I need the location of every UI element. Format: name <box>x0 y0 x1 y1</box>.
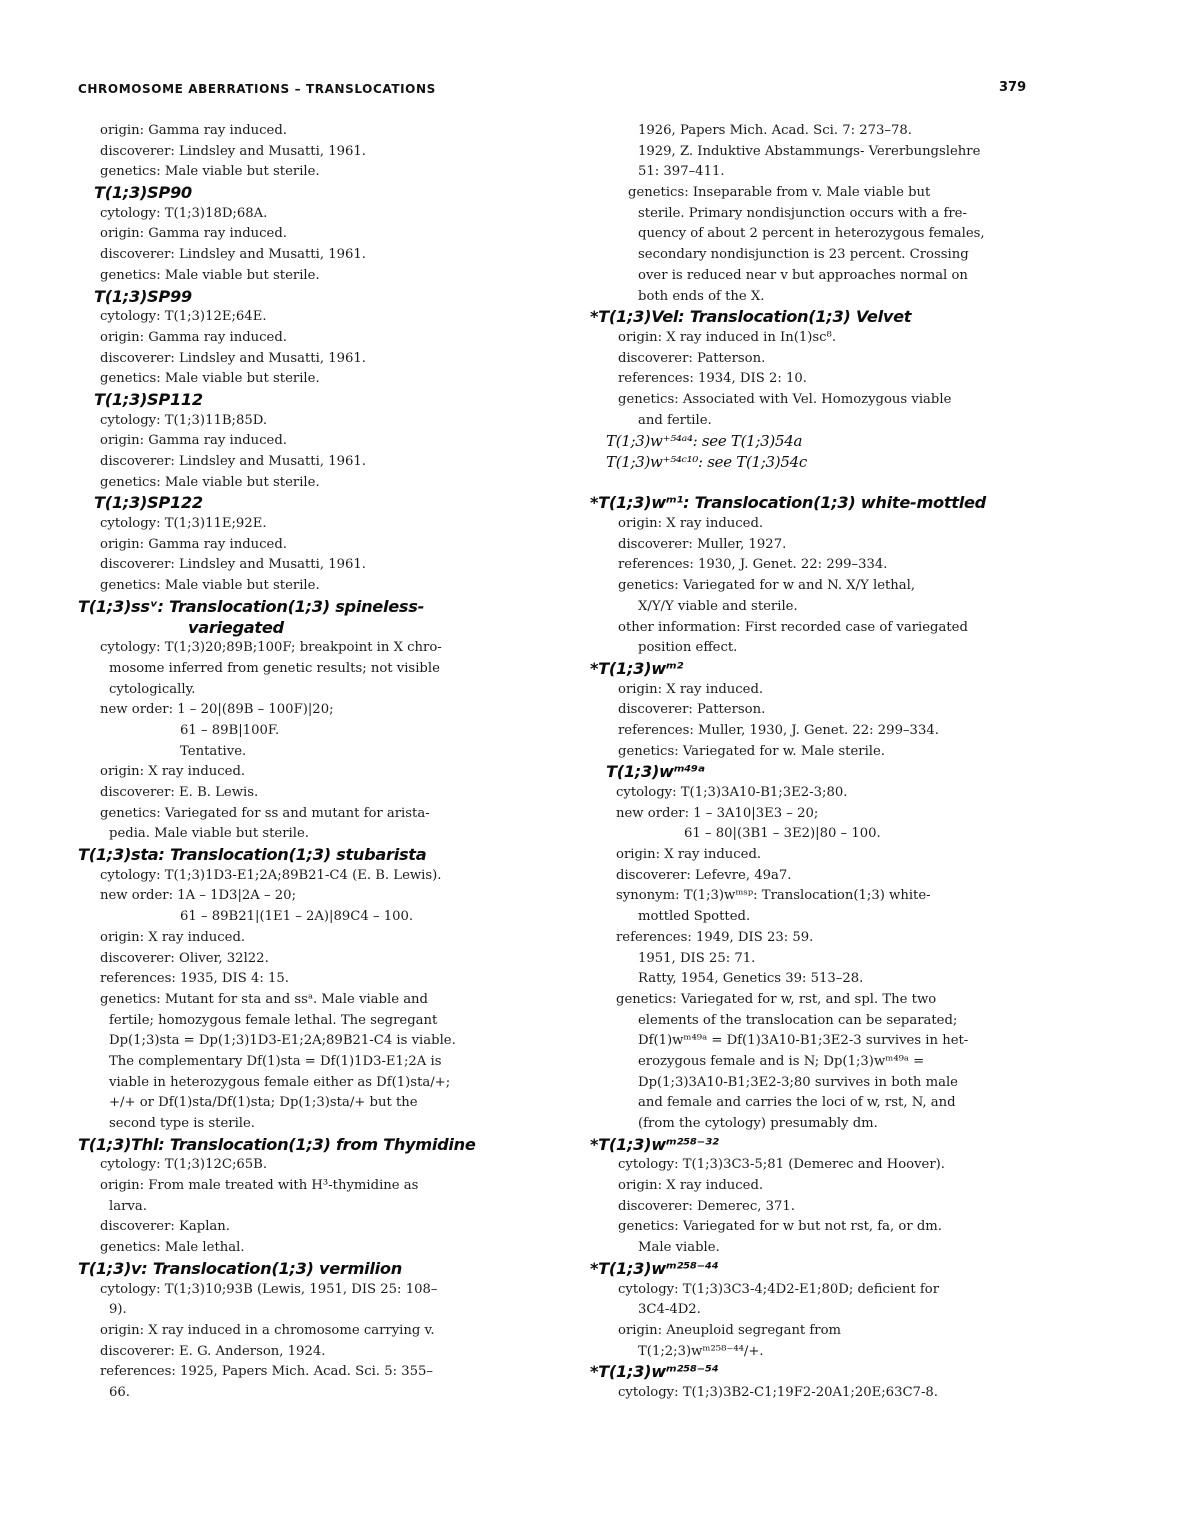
text-line: mottled Spotted. <box>638 909 751 925</box>
text-line: cytology: T(1;3)10;93B (Lewis, 1951, DIS 25: 108– <box>100 1281 438 1297</box>
text-line: new order: 1 – 3A10|3E3 – 20; <box>616 805 819 821</box>
text-line: 61 – 89B|100F. <box>180 722 280 738</box>
text-line: pedia. Male viable but sterile. <box>109 826 309 842</box>
text-line: cytology: T(1;3)1D3-E1;2A;89B21-C4 (E. B. Lewis). <box>100 867 442 883</box>
text-line: new order: 1 – 20|(89B – 100F)|20; <box>100 702 334 718</box>
text-line: origin: From male treated with H³-thymidine as <box>100 1178 419 1194</box>
text-line: genetics: Variegated for w and N. X/Y lethal, <box>618 578 916 594</box>
text-line: discoverer: Muller, 1927. <box>618 536 787 552</box>
running-head: CHROMOSOME ABERRATIONS – TRANSLOCATIONS <box>78 82 436 96</box>
text-line: fertile; homozygous female lethal. The segregant <box>109 1012 438 1028</box>
entry-heading: variegated <box>188 617 284 637</box>
text-line: cytology: T(1;3)11B;85D. <box>100 412 268 428</box>
entry-heading: *T(1;3)wᵐ²⁵⁸⁻³² <box>590 1134 719 1154</box>
text-line: new order: 1A – 1D3|2A – 20; <box>100 888 297 904</box>
text-line: genetics: Male viable but sterile. <box>100 164 320 180</box>
text-line: discoverer: Lindsley and Musatti, 1961. <box>100 557 366 573</box>
text-line: elements of the translocation can be separated; <box>638 1012 958 1028</box>
text-line: genetics: Inseparable from v. Male viable but <box>628 185 931 201</box>
entry-heading: T(1;3)v: Translocation(1;3) vermilion <box>78 1258 402 1278</box>
entry-heading: T(1;3)sta: Translocation(1;3) stubarista <box>78 845 427 865</box>
cross-reference: T(1;3)w⁺⁵⁴ᵃ⁴: see T(1;3)54a <box>606 432 803 451</box>
text-line: origin: Aneuploid segregant from <box>618 1322 842 1338</box>
text-line: discoverer: Lindsley and Musatti, 1961. <box>100 143 366 159</box>
text-line: genetics: Variegated for w but not rst, fa, or dm. <box>618 1219 942 1235</box>
text-line: The complementary Df(1)sta = Df(1)1D3-E1;2A is <box>109 1053 442 1069</box>
text-line: discoverer: Patterson. <box>618 350 766 366</box>
text-line: cytology: T(1;3)3C3-4;4D2-E1;80D; deficient for <box>618 1281 940 1297</box>
text-line: 1951, DIS 25: 71. <box>638 950 756 966</box>
text-line: T(1;2;3)wᵐ²⁵⁸⁻⁴⁴/+. <box>638 1343 764 1359</box>
text-line: discoverer: E. G. Anderson, 1924. <box>100 1343 326 1359</box>
text-line: (from the cytology) presumably dm. <box>638 1116 878 1131</box>
text-line: origin: Gamma ray induced. <box>100 433 287 449</box>
text-line: discoverer: Lindsley and Musatti, 1961. <box>100 350 366 366</box>
text-line: genetics: Variegated for w. Male sterile. <box>618 743 885 759</box>
text-line: cytology: T(1;3)12E;64E. <box>100 309 267 325</box>
text-line: discoverer: Kaplan. <box>100 1219 230 1235</box>
text-line: genetics: Variegated for ss and mutant for arista- <box>100 805 430 821</box>
text-line: X/Y/Y viable and sterile. <box>638 598 798 614</box>
text-line: origin: X ray induced. <box>618 681 764 697</box>
text-line: origin: X ray induced. <box>100 929 246 945</box>
text-line: 1929, Z. Induktive Abstammungs- Vererbungslehre <box>638 143 981 159</box>
text-line: origin: Gamma ray induced. <box>100 123 287 138</box>
text-line: genetics: Male lethal. <box>100 1240 245 1256</box>
text-line: Dp(1;3)sta = Dp(1;3)1D3-E1;2A;89B21-C4 is viable. <box>109 1033 456 1049</box>
text-line: cytology: T(1;3)20;89B;100F; breakpoint in X chro- <box>100 640 442 656</box>
text-line: genetics: Male viable but sterile. <box>100 474 320 490</box>
text-line: Df(1)wᵐ⁴⁹ᵃ = Df(1)3A10-B1;3E2-3 survives in het- <box>638 1033 969 1049</box>
text-line: genetics: Male viable but sterile. <box>100 267 320 283</box>
text-line: genetics: Male viable but sterile. <box>100 578 320 594</box>
text-line: Male viable. <box>638 1240 720 1256</box>
text-line: discoverer: E. B. Lewis. <box>100 785 259 800</box>
text-line: over is reduced near v but approaches normal on <box>638 267 968 283</box>
entry-heading: T(1;3)Thl: Translocation(1;3) from Thymidine <box>78 1134 476 1154</box>
text-line: second type is sterile. <box>109 1116 255 1131</box>
text-line: origin: X ray induced in a chromosome carrying v. <box>100 1322 435 1338</box>
text-line: and fertile. <box>638 412 712 428</box>
text-line: synonym: T(1;3)wᵐˢᵖ: Translocation(1;3) white- <box>616 888 931 904</box>
entry-heading: *T(1;3)wᵐ²⁵⁸⁻⁴⁴ <box>590 1258 719 1278</box>
text-line: references: 1925, Papers Mich. Acad. Sci. 5: 355– <box>100 1364 433 1380</box>
text-line: Tentative. <box>180 743 247 759</box>
text-line: genetics: Associated with Vel. Homozygous viable <box>618 391 952 407</box>
text-line: larva. <box>109 1198 147 1214</box>
text-line: 9). <box>109 1302 127 1318</box>
text-line: discoverer: Oliver, 32l22. <box>100 950 269 966</box>
entry-heading: *T(1;3)wᵐ¹: Translocation(1;3) white-mottled <box>590 493 986 513</box>
text-line: cytology: T(1;3)11E;92E. <box>100 516 267 532</box>
left-column <box>78 121 518 1404</box>
text-line: quency of about 2 percent in heterozygous females, <box>638 226 985 242</box>
text-line: cytology: T(1;3)12C;65B. <box>100 1157 268 1173</box>
entry-heading: T(1;3)SP122 <box>94 493 203 513</box>
text-line: 1926, Papers Mich. Acad. Sci. 7: 273–78. <box>638 123 912 138</box>
text-line: references: 1935, DIS 4: 15. <box>100 971 289 987</box>
text-line: cytologically. <box>109 681 196 697</box>
text-line: Ratty, 1954, Genetics 39: 513–28. <box>638 971 864 987</box>
text-line: cytology: T(1;3)3A10-B1;3E2-3;80. <box>616 785 848 800</box>
text-line: genetics: Mutant for sta and ssᵃ. Male viable and <box>100 991 428 1007</box>
text-line: 61 – 80|(3B1 – 3E2)|80 – 100. <box>684 826 881 842</box>
text-line: references: 1934, DIS 2: 10. <box>618 371 807 387</box>
entry-heading: T(1;3)wᵐ⁴⁹ᵃ <box>606 762 705 782</box>
text-line: mosome inferred from genetic results; not visible <box>109 660 440 676</box>
text-line: origin: X ray induced. <box>616 847 762 863</box>
entry-heading: *T(1;3)Vel: Translocation(1;3) Velvet <box>590 307 912 327</box>
cross-reference: T(1;3)w⁺⁵⁴ᶜ¹⁰: see T(1;3)54c <box>606 453 807 471</box>
entry-heading: *T(1;3)wᵐ² <box>590 658 684 678</box>
entry-heading: *T(1;3)wᵐ²⁵⁸⁻⁵⁴ <box>590 1362 719 1382</box>
text-line: references: 1949, DIS 23: 59. <box>616 929 814 945</box>
text-line: origin: Gamma ray induced. <box>100 329 287 345</box>
text-line: +/+ or Df(1)sta/Df(1)sta; Dp(1;3)sta/+ but the <box>109 1095 418 1111</box>
text-line: Dp(1;3)3A10-B1;3E2-3;80 survives in both male <box>638 1074 958 1090</box>
text-line: origin: X ray induced. <box>618 1178 764 1194</box>
text-line: sterile. Primary nondisjunction occurs with a fre- <box>638 205 967 221</box>
text-line: origin: Gamma ray induced. <box>100 536 287 552</box>
text-line: secondary nondisjunction is 23 percent. Crossing <box>638 247 969 263</box>
text-line: 3C4-4D2. <box>638 1302 701 1318</box>
text-line: discoverer: Demerec, 371. <box>618 1198 795 1214</box>
text-line: cytology: T(1;3)3B2-C1;19F2-20A1;20E;63C7-8. <box>618 1384 938 1400</box>
text-line: both ends of the X. <box>638 288 765 304</box>
text-line: origin: X ray induced in In(1)sc⁸. <box>618 329 837 345</box>
text-line: discoverer: Lindsley and Musatti, 1961. <box>100 247 366 263</box>
text-line: references: 1930, J. Genet. 22: 299–334. <box>618 557 888 573</box>
text-line: discoverer: Lefevre, 49a7. <box>616 867 792 883</box>
text-line: 61 – 89B21|(1E1 – 2A)|89C4 – 100. <box>180 909 414 925</box>
entry-heading: T(1;3)SP90 <box>94 183 192 203</box>
text-line: discoverer: Patterson. <box>618 702 766 718</box>
text-line: genetics: Variegated for w, rst, and spl. The two <box>616 991 937 1007</box>
entry-heading: T(1;3)SP99 <box>94 286 192 306</box>
text-line: 66. <box>109 1384 130 1400</box>
text-line: viable in heterozygous female either as Df(1)sta/+; <box>109 1074 451 1090</box>
text-line: origin: X ray induced. <box>618 516 764 532</box>
entry-heading: T(1;3)SP112 <box>94 389 203 409</box>
text-line: genetics: Male viable but sterile. <box>100 371 320 387</box>
text-line: and female and carries the loci of w, rst, N, and <box>638 1095 956 1111</box>
text-line: origin: X ray induced. <box>100 764 246 780</box>
text-line: position effect. <box>638 640 738 656</box>
text-line: references: Muller, 1930, J. Genet. 22: 299–334. <box>618 722 939 738</box>
right-column <box>590 121 1050 1404</box>
text-line: erozygous female and is N; Dp(1;3)wᵐ⁴⁹ᵃ = <box>638 1053 925 1069</box>
text-line: cytology: T(1;3)3C3-5;81 (Demerec and Hoover). <box>618 1157 945 1173</box>
text-line: cytology: T(1;3)18D;68A. <box>100 205 268 221</box>
page-number: 379 <box>999 80 1027 95</box>
text-line: origin: Gamma ray induced. <box>100 226 287 242</box>
spacer <box>590 473 1050 494</box>
entry-heading: T(1;3)ssᵛ: Translocation(1;3) spineless- <box>78 596 424 616</box>
text-line: other information: First recorded case of variegated <box>618 619 968 635</box>
text-line: discoverer: Lindsley and Musatti, 1961. <box>100 454 366 469</box>
text-line: 51: 397–411. <box>638 164 725 180</box>
